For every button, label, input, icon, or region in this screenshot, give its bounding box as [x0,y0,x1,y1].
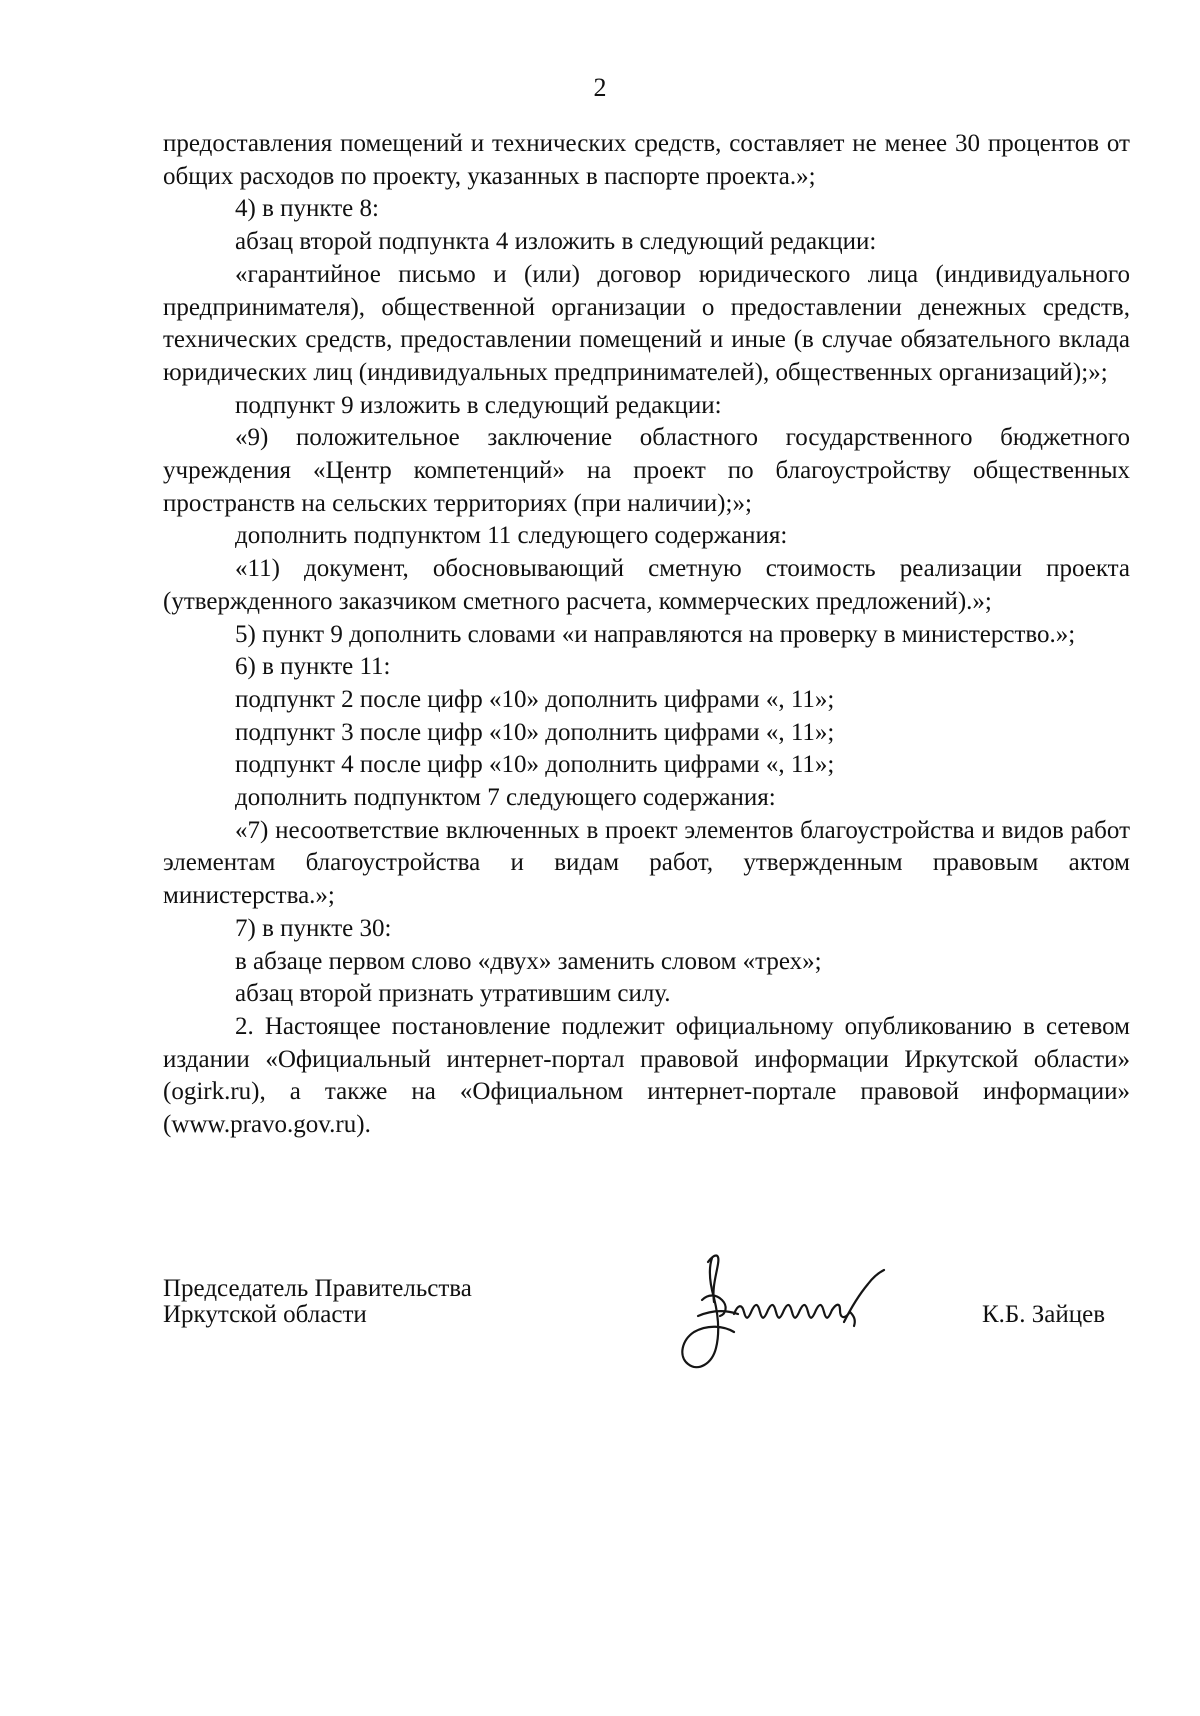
paragraph-7: дополнить подпунктом 11 следующего содержания: [235,522,788,550]
signer-name: К.Б. Зайцев [982,1301,1106,1328]
signatory-position-line2: Иркутской области [163,1301,367,1328]
signatory-position [163,1276,472,1328]
signatory-position-line1: Председатель Правительства [163,1275,472,1302]
paragraph-9: 5) пункт 9 дополнить словами «и направляются на проверку в министерство.»; [235,620,1076,648]
handwritten-signature-icon [668,1240,928,1380]
paragraph-12: подпункт 3 после цифр «10» дополнить цифрами «, 11»; [235,718,835,746]
paragraph-8: «11) документ, обосновывающий сметную стоимость реализации проекта (утвержденного заказчиком сметного расчета, коммерческих предложений).»; [163,555,1130,615]
paragraph-3: абзац второй подпункта 4 изложить в следующий редакции: [235,228,877,256]
paragraph-16: 7) в пункте 30: [235,914,392,942]
paragraph-17: в абзаце первом слово «двух» заменить словом «трех»; [235,947,822,975]
paragraph-6: «9) положительное заключение областного государственного бюджетного учреждения «Центр компетенций» на проект по благоустройству общественных пространств на сельских территориях (при наличии);»; [163,424,1130,517]
paragraph-10: 6) в пункте 11: [235,653,391,681]
paragraph-4: «гарантийное письмо и (или) договор юридического лица (индивидуального предпринимателя), общественной организации о предоставлении денежных средств, технических средств, предоставлении помещений и иные (в случае обязательного вклада юридических лиц (индивидуальных предпринимателей), общественных организаций);»; [163,260,1130,386]
paragraph-18: абзац второй признать утратившим силу. [235,980,671,1008]
page-number: 2 [593,73,607,102]
paragraph-2: 4) в пункте 8: [235,195,379,223]
paragraph-15: «7) несоответствие включенных в проект элементов благоустройства и видов работ элементам благоустройства и видам работ, утвержденным правовым актом министерства.»; [163,816,1130,910]
paragraph-5: подпункт 9 изложить в следующий редакции: [235,391,722,419]
paragraph-19: 2. Настоящее постановление подлежит официальному опубликованию в сетевом издании «Официальный интернет-портал правовой информации Иркутской области» (ogirk.ru), а также на «Официальном интернет-портале правовой информации» (www.pravo.gov.ru). [163,1012,1130,1139]
document-body [163,128,1130,1142]
paragraph-11: подпункт 2 после цифр «10» дополнить цифрами «, 11»; [235,685,835,713]
paragraph-1: предоставления помещений и технических средств, составляет не менее 30 процентов от общих расходов по проекту, указанных в паспорте проекта.»; [163,130,1130,190]
paragraph-13: подпункт 4 после цифр «10» дополнить цифрами «, 11»; [235,751,835,779]
paragraph-14: дополнить подпунктом 7 следующего содержания: [235,784,776,812]
